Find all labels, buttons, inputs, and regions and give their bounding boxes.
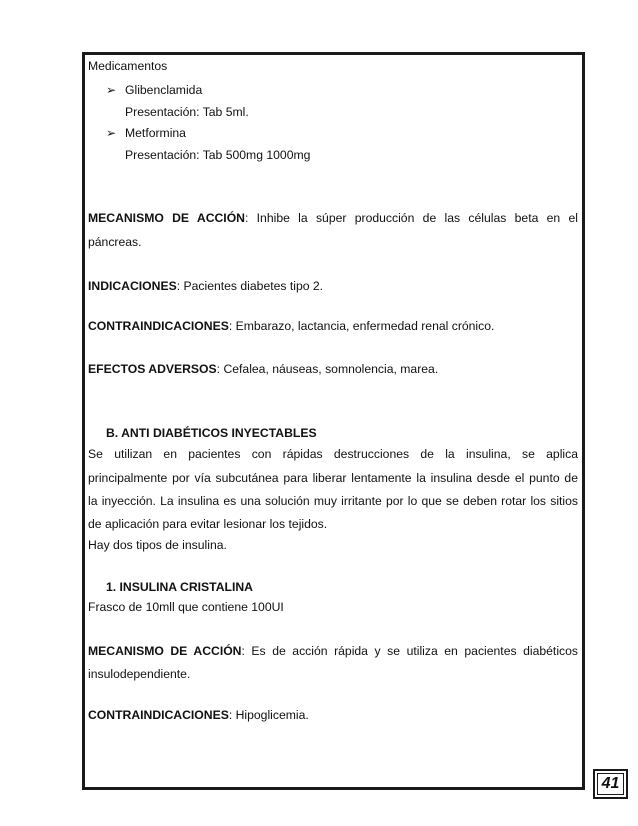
mecanismo-line-2: páncreas. — [88, 235, 142, 249]
mecanismo-2-line-1: MECANISMO DE ACCIÓN: Es de acción rápida y se utiliza en pacientes diabéticos — [88, 644, 578, 658]
section-b-line-5: Hay dos tipos de insulina. — [88, 538, 227, 552]
mecanismo-line-1: MECANISMO DE ACCIÓN: Inhibe la súper producción de las células beta en el — [88, 211, 578, 225]
arrow-bullet-icon: ➢ — [106, 83, 117, 97]
med-glibenclamida: Glibenclamida — [125, 83, 203, 97]
mecanismo-2-line-2: insulodependiente. — [88, 667, 191, 681]
efectos-adversos: EFECTOS ADVERSOS: Cefalea, náuseas, somnolencia, marea. — [88, 362, 439, 376]
section-b-line-2: principalmente por vía subcutánea para liberar lentamente la insulina desde el punto de — [88, 471, 578, 485]
med-glibenclamida-presentation: Presentación: Tab 5ml. — [125, 105, 249, 119]
med-metformina: Metformina — [125, 126, 186, 140]
contraindicaciones-2: CONTRAINDICACIONES: Hipoglicemia. — [88, 708, 309, 722]
indicaciones: INDICACIONES: Pacientes diabetes tipo 2. — [88, 279, 324, 293]
med-metformina-presentation: Presentación: Tab 500mg 1000mg — [125, 148, 311, 162]
medicamentos-heading: Medicamentos — [88, 59, 168, 73]
section-b-line-4: de aplicación para evitar lesionar los tejidos. — [88, 517, 328, 531]
page-number: 41 — [593, 769, 628, 799]
contraindicaciones: CONTRAINDICACIONES: Embarazo, lactancia, enfermedad renal crónico. — [88, 319, 495, 333]
insulina-frasco: Frasco de 10mll que contiene 100UI — [88, 600, 284, 614]
insulina-cristalina-heading: 1. INSULINA CRISTALINA — [106, 580, 253, 594]
arrow-bullet-icon: ➢ — [106, 126, 117, 140]
section-b-line-1: Se utilizan en pacientes con rápidas destrucciones de la insulina, se aplica — [88, 447, 578, 461]
section-b-line-3: la inyección. La insulina es una solución muy irritante por lo que se deben rotar los sitios — [88, 494, 578, 508]
section-b-heading: B. ANTI DIABÉTICOS INYECTABLES — [106, 426, 317, 440]
